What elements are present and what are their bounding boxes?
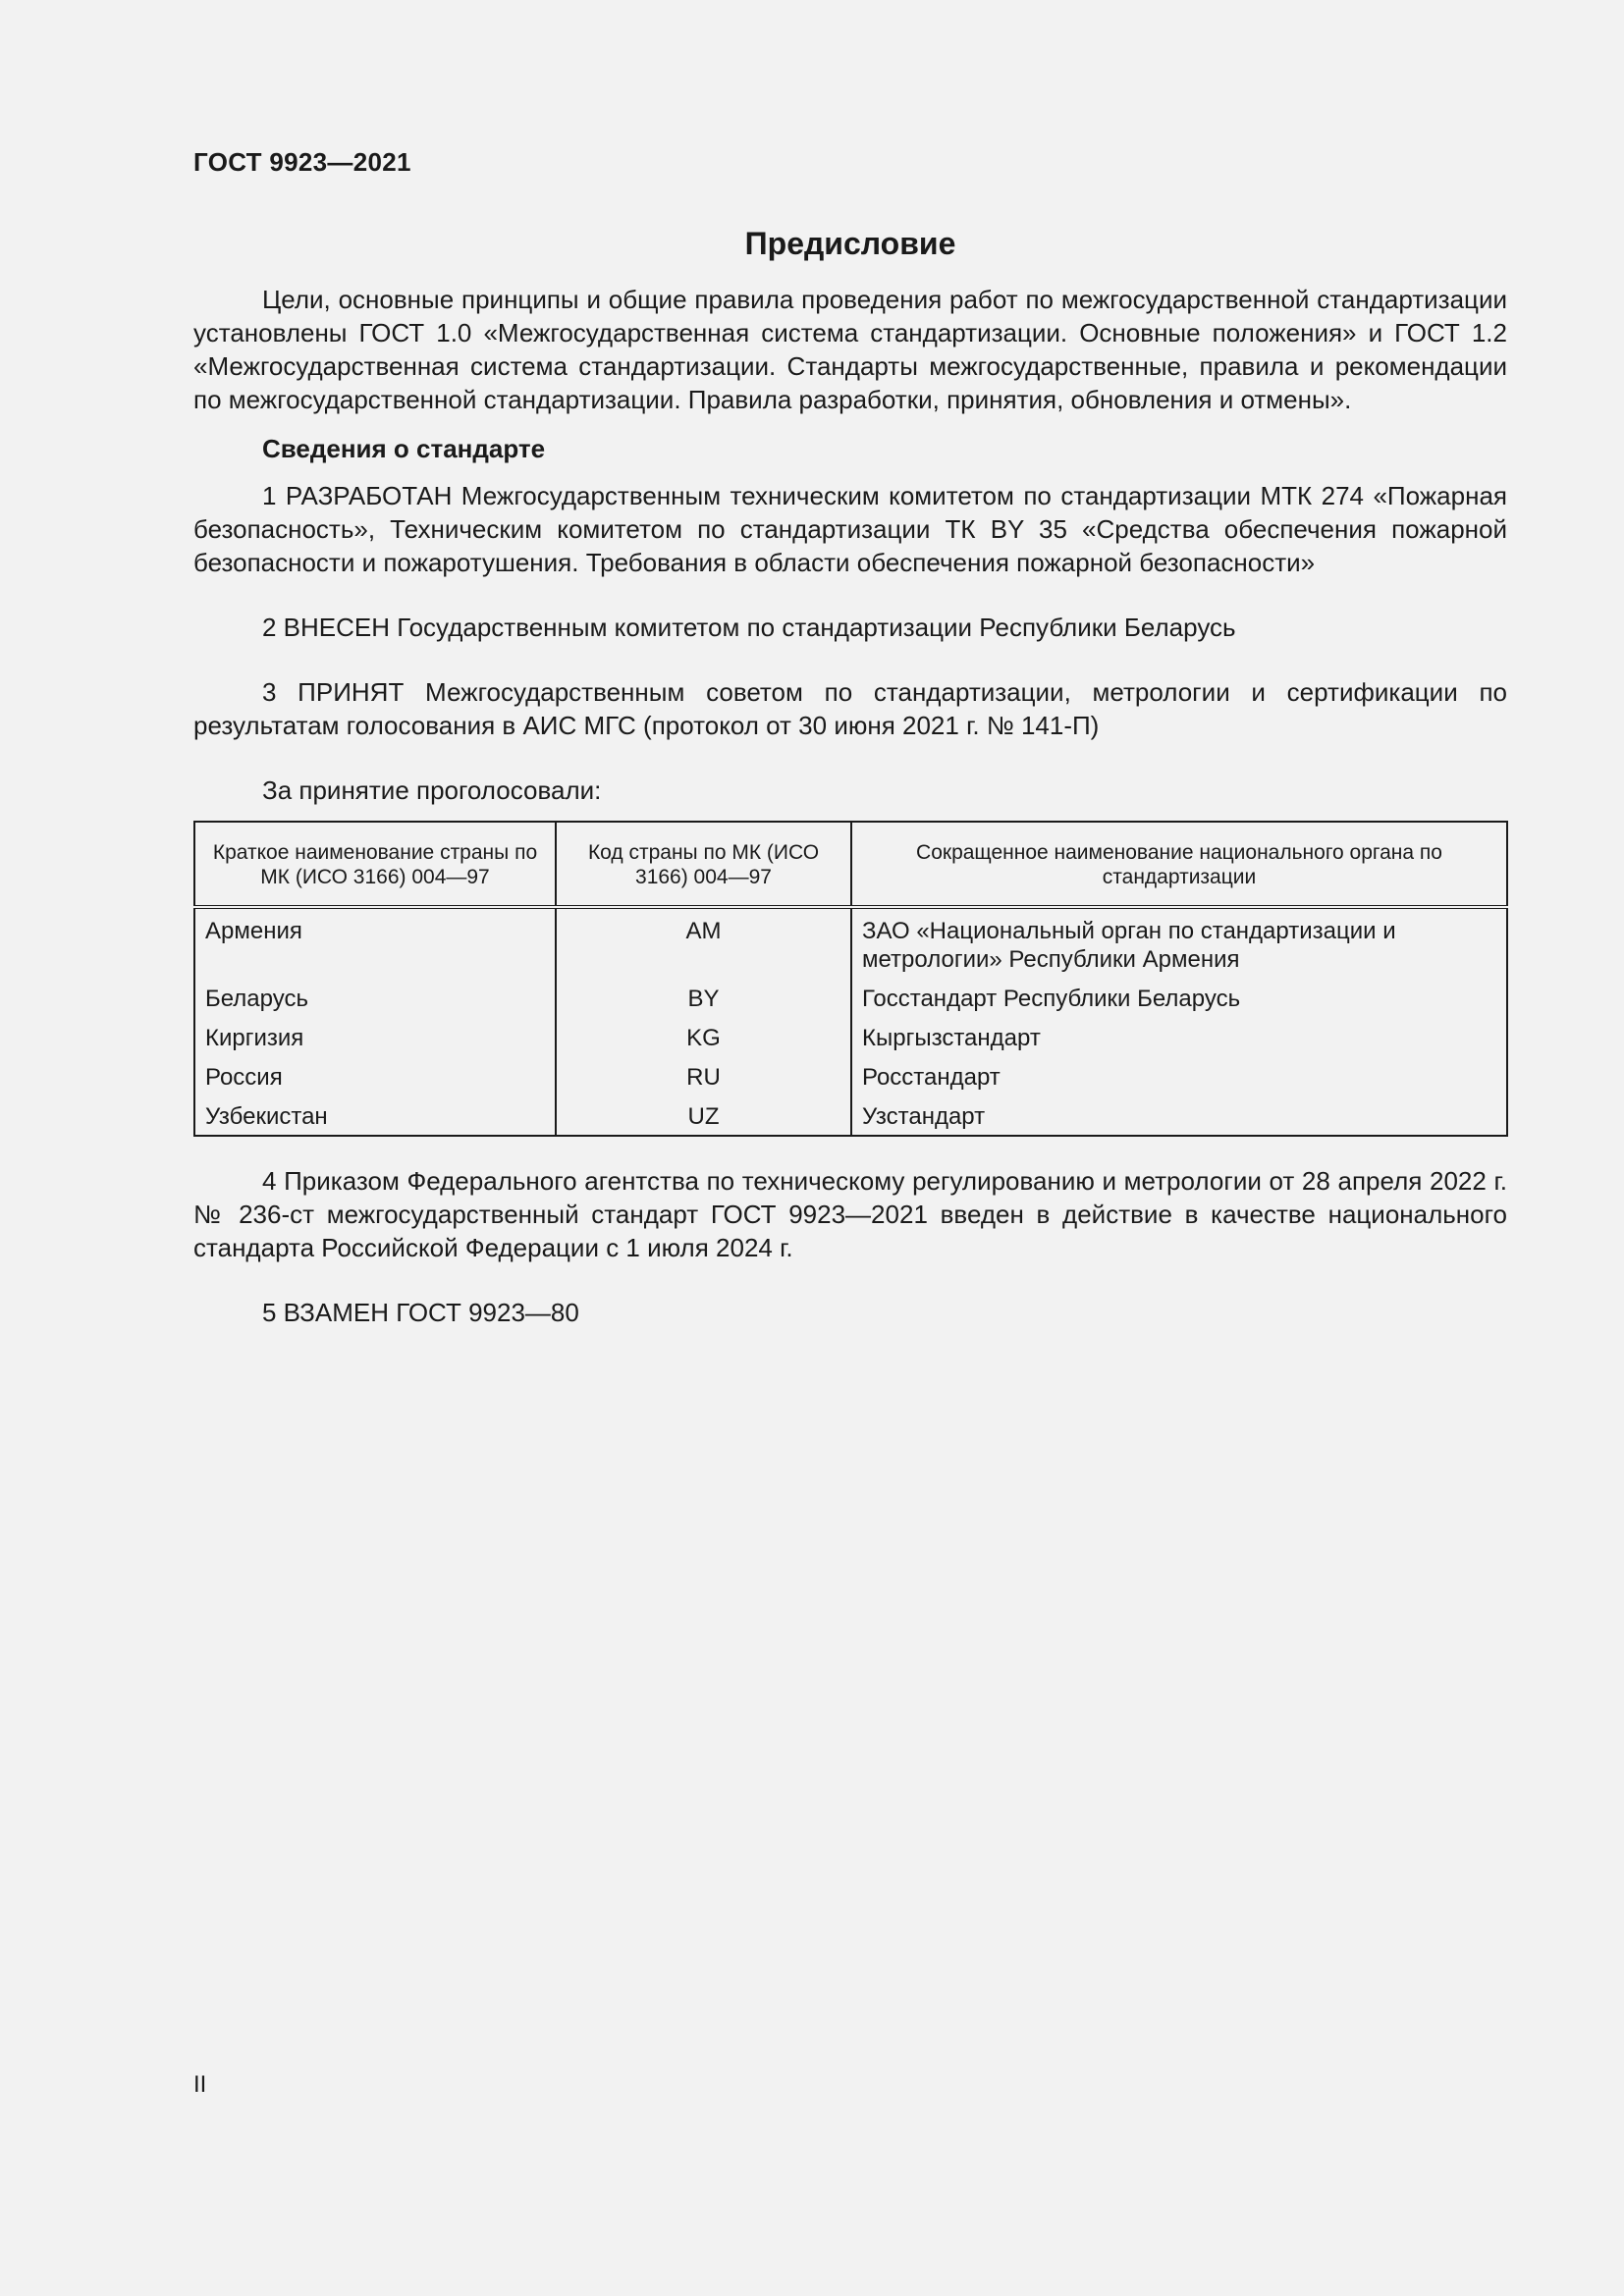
cell-body: Госстандарт Республики Беларусь <box>851 980 1507 1019</box>
cell-body: Росстандарт <box>851 1058 1507 1097</box>
table-header-country: Краткое наименование страны по МК (ИСО 3166) 004—97 <box>194 822 556 907</box>
page-content <box>193 220 1507 1329</box>
cell-code: RU <box>556 1058 851 1097</box>
cell-country: Узбекистан <box>194 1097 556 1136</box>
cell-country: Киргизия <box>194 1019 556 1058</box>
cell-body: Узстандарт <box>851 1097 1507 1136</box>
item-introduced: 2 ВНЕСЕН Государственным комитетом по стандартизации Республики Беларусь <box>262 613 1236 642</box>
table-row <box>194 1019 1507 1058</box>
page-title: Предисловие <box>744 226 956 261</box>
item-adopted: 3 ПРИНЯТ Межгосударственным советом по стандартизации, метрологии и сертификации по результатам голосования в АИС МГС (протокол от 30 июня 2021 г. № 141-П) <box>193 677 1507 740</box>
cell-body: ЗАО «Национальный орган по стандартизации и метрологии» Республики Армения <box>851 907 1507 980</box>
page-number: II <box>193 2071 207 2098</box>
item-replaces: 5 ВЗАМЕН ГОСТ 9923—80 <box>262 1298 579 1327</box>
table-header-code: Код страны по МК (ИСО 3166) 004—97 <box>556 822 851 907</box>
table-header-row <box>194 822 1507 907</box>
voting-table <box>193 821 1508 1137</box>
cell-code: KG <box>556 1019 851 1058</box>
cell-code: BY <box>556 980 851 1019</box>
table-row <box>194 1058 1507 1097</box>
cell-code: UZ <box>556 1097 851 1136</box>
cell-country: Россия <box>194 1058 556 1097</box>
table-header-body: Сокращенное наименование национального органа по стандартизации <box>851 822 1507 907</box>
document-code-header: ГОСТ 9923—2021 <box>193 147 411 177</box>
intro-paragraph: Цели, основные принципы и общие правила проведения работ по межгосударственной стандартизации установлены ГОСТ 1.0 «Межгосударственная система стандартизации. Основные положения» и ГОСТ 1.2 «Межгосударственная система стандартизации. Стандарты межгосударственные, правила и рекомендации по межгосударственной стандартизации. Правила разработки, принятия, обновления и отмены». <box>193 285 1507 414</box>
cell-body: Кыргызстандарт <box>851 1019 1507 1058</box>
item-enacted: 4 Приказом Федерального агентства по техническому регулированию и метрологии от 28 апреля 2022 г. № 236-ст межгосударственный стандарт ГОСТ 9923—2021 введен в действие в качестве национального стандарта Российской Федерации с 1 июля 2024 г. <box>193 1166 1507 1262</box>
item-developed: 1 РАЗРАБОТАН Межгосударственным техническим комитетом по стандартизации МТК 274 «Пожарная безопасность», Техническим комитетом по стандартизации ТК BY 35 «Средства обеспечения пожарной безопасности и пожаротушения. Требования в области обеспечения пожарной безопасности» <box>193 481 1507 577</box>
table-row <box>194 1097 1507 1136</box>
cell-code: AM <box>556 907 851 980</box>
item-voted: За принятие проголосовали: <box>262 775 602 805</box>
cell-country: Армения <box>194 907 556 980</box>
table-row <box>194 907 1507 980</box>
section-subheading: Сведения о стандарте <box>262 434 546 463</box>
cell-country: Беларусь <box>194 980 556 1019</box>
table-row <box>194 980 1507 1019</box>
